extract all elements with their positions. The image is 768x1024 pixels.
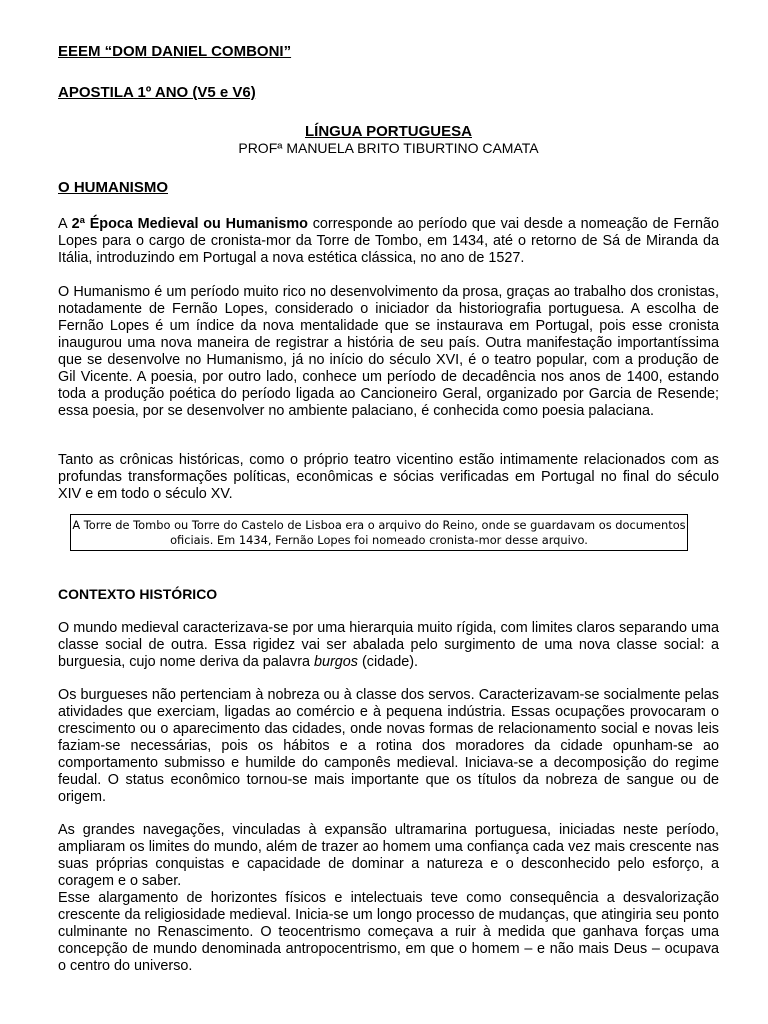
paragraph-contexto-burgueses: Os burgueses não pertenciam à nobreza ou à classe dos servos. Caracterizavam-se socialmente pelas atividades que exerciam, ligadas ao comércio e à pequena indústria. Essas ocupações provocaram o crescimento ou o aparecimento das cidades, onde novas formas de relacionamento social e novas leis faziam-se necessárias, pois os hábitos e a rotina dos moradores da cidade opunham-se ao comportamento submisso e humilde do camponês medieval. Iniciava-se a decomposição do regime feudal. O status econômico tornou-se mais importante que os títulos da nobreza de sangue ou de origem. [58,687,719,805]
text-run: A [58,216,72,232]
bold-term: 2ª Época Medieval ou Humanismo [71,216,308,232]
title-block [58,123,719,156]
subject-title: LÍNGUA PORTUGUESA [305,123,472,140]
italic-term: burgos [314,654,359,670]
section-heading-contexto: CONTEXTO HISTÓRICO [58,586,218,602]
section-heading-humanismo: O HUMANISMO [58,179,168,196]
paragraph-humanismo-intro [58,216,719,267]
paragraph-contexto-horizontes: Esse alargamento de horizontes físicos e intelectuais teve como consequência a desvalorização crescente da religiosidade medieval. Inicia-se um longo processo de mudanças, que atingiria seu ponto culminante no Renascimento. O teocentrismo começava a ruir à medida que ganhava forças uma concepção de mundo denominada antropocentrismo, em que o homem – e não mais Deus – ocupava o centro do universo. [58,890,719,974]
paragraph-contexto-hierarchy [58,620,719,671]
school-name: EEEM “DOM DANIEL COMBONI” [58,43,292,60]
paragraph-humanismo-prose: O Humanismo é um período muito rico no desenvolvimento da prosa, graças ao trabalho dos cronistas, notadamente de Fernão Lopes, considerado o iniciador da historiografia portuguesa. A escolha de Fernão Lopes é um índice da nova mentalidade que se instaurava em Portugal, pois esse cronista inaugurou uma nova maneira de registrar a história de seu país. Outra manifestação importantíssima que se desenvolve no Humanismo, já no início do século XVI, é o teatro popular, com a produção de Gil Vicente. A poesia, por outro lado, conhece um período de decadência nos anos de 1400, estando toda a produção poética do período ligada ao Cancioneiro Geral, organizado por Garcia de Resende; essa poesia, por se desenvolver no ambiente palaciano, é conhecida como poesia palaciana. [58,284,719,419]
booklet-title: APOSTILA 1º ANO (V5 e V6) [58,84,256,101]
text-run: (cidade). [358,654,419,670]
paragraph-humanismo-chronicles: Tanto as crônicas históricas, como o próprio teatro vicentino estão intimamente relacionados com as profundas transformações políticas, econômicas e sócias verificadas em Portugal no final do século XIV e em todo o século XV. [58,452,719,502]
teacher-name: PROFª MANUELA BRITO TIBURTINO CAMATA [238,140,539,156]
paragraph-contexto-navegacoes: As grandes navegações, vinculadas à expansão ultramarina portuguesa, iniciadas neste período, ampliaram os limites do mundo, além de trazer ao homem uma confiança cada vez mais crescente nas suas próprias conquistas e capacidade de dominar a natureza e o desconhecido pelo esforço, a coragem e o saber. [58,822,719,889]
note-box: A Torre de Tombo ou Torre do Castelo de Lisboa era o arquivo do Reino, onde se guardavam os documentos oficiais. Em 1434, Fernão Lopes foi nomeado cronista-mor desse arquivo. [70,514,688,551]
text-run: corresponde ao período que vai desde a nomeação de Fernão Lopes para o cargo de cronista-mor da Torre de Tombo, em 1434, até o retorno de Sá de Miranda da Itália, introduzindo em Portugal a nova estética clássica, no ano de 1527. [58,216,719,266]
text-run: O mundo medieval caracterizava-se por uma hierarquia muito rígida, com limites claros separando uma classe social de outra. Essa rigidez vai ser abalada pelo surgimento de uma nova classe social: a burguesia, cujo nome deriva da palavra [58,620,719,670]
